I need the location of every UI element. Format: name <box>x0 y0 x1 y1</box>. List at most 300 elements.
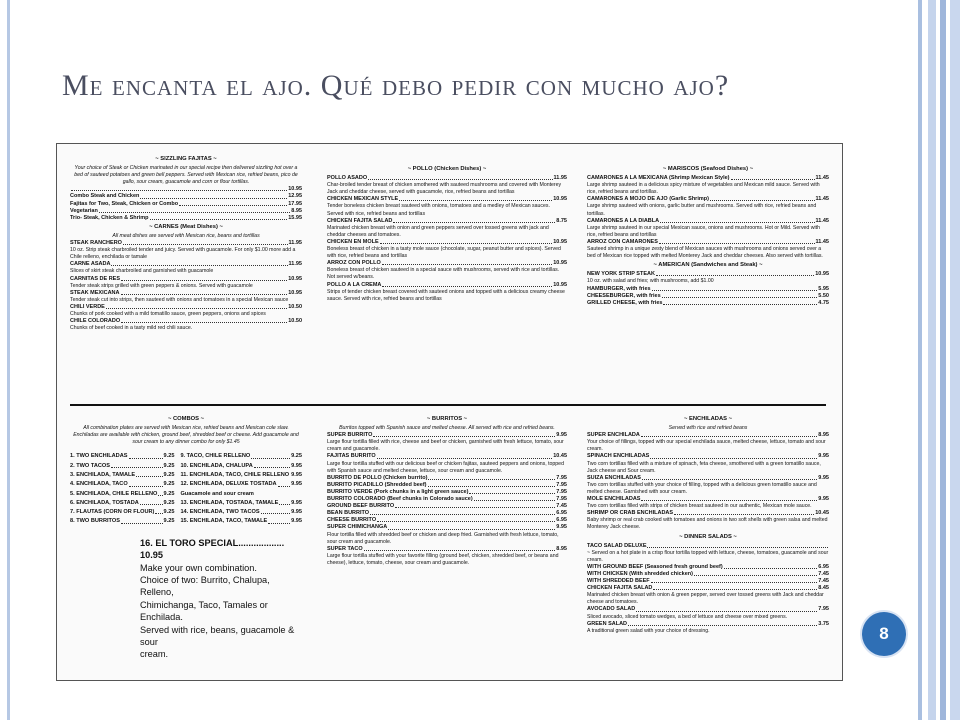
menu-item-price: 10.95 <box>553 238 567 245</box>
menu-item-name: TACO SALAD DELUXE <box>587 542 647 549</box>
dot-leader <box>121 276 287 281</box>
menu-item-description: Boneless breast of chicken sauteed in a special sauce with mushrooms, served with rice and tortillas. Not served w/beans. <box>327 267 560 281</box>
menu-item <box>587 564 829 571</box>
combo-item-price: 9.95 <box>291 471 302 478</box>
combo-item <box>180 452 302 461</box>
menu-item <box>587 239 829 246</box>
dot-leader <box>155 508 162 514</box>
menu-item <box>70 276 302 283</box>
menu-item-price: 10.95 <box>288 275 302 282</box>
menu-item-price: 7.95 <box>556 474 567 481</box>
combo-item <box>180 499 302 508</box>
dot-leader <box>121 318 287 323</box>
section-title: ~ DINNER SALADS ~ <box>679 533 737 540</box>
menu-item-name: Vegetarian <box>70 207 98 214</box>
combo-item <box>70 480 174 489</box>
menu-item-price: 10.95 <box>553 281 567 288</box>
menu-item-description: 10 oz. Strip steak charbroiled tender and juicy. Served with guacamole. For only $1.00 more add a Chile relleno, enchilada or tamale <box>70 247 296 261</box>
section-title: ~ COMBOS ~ <box>167 416 205 422</box>
dot-leader <box>399 196 552 201</box>
menu-item <box>587 475 829 482</box>
menu-item-price: 10.50 <box>288 318 302 325</box>
menu-item <box>327 510 567 517</box>
menu-item-name: HAMBURGER, with fries <box>587 285 651 292</box>
menu-item-price: 3.75 <box>818 620 829 627</box>
menu-item-price: 10.95 <box>553 260 567 267</box>
menu-item <box>70 240 302 247</box>
menu-item-description: Strips of tender chicken breast covered with sauteed onions and topped with a delicious creamy cheese sauce. Served with rice, refried beans and tortillas <box>327 288 565 302</box>
menu-item-description: Slices of skirt steak charbroiled and garnished with guacamole <box>70 268 214 275</box>
menu-item-name: SHRIMP OR CRAB ENCHILADAS <box>587 510 674 517</box>
combo-item-price: 9.25 <box>163 462 175 469</box>
menu-item-price: 5.95 <box>818 285 829 292</box>
menu-item-name: BURRITO COLORADO (Beef chunks in Colorado sauce) <box>327 496 473 503</box>
combo-item <box>70 462 174 471</box>
menu-item-price: 11.95 <box>288 261 302 268</box>
menu-item-name: CAMARONES A MOJO DE AJO (Garlic Shrimp) <box>587 196 709 203</box>
dot-leader <box>636 606 817 611</box>
menu-item-name: MOLE ENCHILADAS <box>587 496 641 503</box>
menu-item-description: A traditional green salad with your choice of dressing. <box>587 627 710 634</box>
menu-item-price: 9.95 <box>556 524 567 531</box>
section-title: ~ ENCHILADAS ~ <box>684 416 732 422</box>
menu-item-price: 6.95 <box>556 517 567 524</box>
dot-leader <box>279 499 290 505</box>
dot-leader <box>373 432 555 437</box>
section-subtitle: Burritos topped with Spanish sauce and melted cheese. All served with rice and refried beans. <box>339 425 555 432</box>
section-title: ~ CARNES (Meat Dishes) ~ <box>149 223 223 230</box>
mariscos-section <box>587 164 829 307</box>
dot-leader <box>659 239 815 244</box>
menu-item <box>587 286 829 293</box>
menu-item-name: BEAN BURRITO <box>327 510 370 517</box>
menu-item-price: 10.45 <box>553 453 567 460</box>
dot-leader <box>99 208 290 213</box>
dot-leader <box>370 510 555 515</box>
menu-item-price: 8.95 <box>818 432 829 439</box>
dot-leader <box>662 293 818 298</box>
menu-item-name: Trio- Steak, Chicken & Shrimp <box>70 214 149 221</box>
combo-item-name: 12. ENCHILADA, DELUXE TOSTADA <box>180 481 277 488</box>
combo-item-name: 9. TACO, CHILE RELLENO <box>180 453 251 460</box>
menu-item <box>587 300 829 307</box>
combo-item <box>70 452 174 461</box>
dot-leader <box>652 286 818 291</box>
menu-item-name: SUPER BURRITO <box>327 432 373 439</box>
special-line: Choice of two: Burrito, Chalupa, Relleno, <box>140 574 270 598</box>
combo-item-name: 5. ENCHILADA, CHILE RELLENO <box>70 490 158 497</box>
dot-leader <box>377 517 555 522</box>
menu-item-description: Two corn tortillas stuffed with your choice of filling, topped with a delicious green tomatillo sauce and melted cheese. Garnished with sour cream. <box>587 481 817 495</box>
section-title: ~ AMERICAN (Sandwiches and Steak) ~ <box>653 262 763 269</box>
menu-item-price: 6.95 <box>556 510 567 517</box>
menu-item-name: CHICKEN EN MOLE <box>327 238 379 245</box>
dot-leader <box>150 215 288 220</box>
menu-item <box>327 546 567 553</box>
section-subtitle: All combination plates are served with Mexican rice, refried beans and Mexican cole slaw. Enchiladas are available with chicken, ground beef, shredded beef or cheese. Add guacamole and sour cream to any dinner combo for only $1.45 <box>73 425 299 446</box>
combo-item <box>180 508 302 517</box>
menu-item-description: Two corn tortillas filled with a mixture of spinach, feta cheese, smothered with a green tomatillo sauce, Jack cheese and Sour cream. <box>587 460 821 474</box>
combo-item <box>180 480 302 489</box>
menu-item-name: CHILE COLORADO <box>70 318 121 325</box>
slide-left-border <box>7 0 10 720</box>
menu-item <box>327 260 567 267</box>
menu-item-description: Your choice of fillings, topped with our special enchilada sauce, melted cheese, lettuce, tomato and sour cream. <box>587 439 826 453</box>
combo-item-price: 9.95 <box>291 462 302 469</box>
section-title: ~ POLLO (Chicken Dishes) ~ <box>407 166 487 172</box>
menu-item-name: SUPER TACO <box>327 545 363 552</box>
menu-item-name: CHILI VERDE <box>70 303 105 310</box>
dot-leader <box>261 508 291 514</box>
special-line: Served with rice, beans, guacamole & sour <box>140 624 295 647</box>
dot-leader <box>653 585 817 590</box>
dot-leader <box>278 480 291 486</box>
menu-item-name: ARROZ CON POLLO <box>327 260 381 267</box>
dot-leader <box>393 218 555 223</box>
combo-item-name: 4. ENCHILADA, TACO <box>70 481 128 488</box>
dot-leader <box>694 571 817 576</box>
combo-item <box>180 517 302 526</box>
combo-item <box>180 490 302 499</box>
menu-item-description: Tender steak strips grilled with green peppers & onions. Served with guacamole <box>70 282 253 289</box>
menu-item-description: Marinated chicken breast with onion and green peppers served over tossed greens with jack and cheddar cheeses and tomatoes. <box>327 224 549 238</box>
pollo-section <box>327 164 567 303</box>
menu-item-name: CHICKEN FAJITA SALAD <box>327 217 393 224</box>
menu-item-price: 12.95 <box>288 193 302 200</box>
menu-item-name: CAMARONES A LA DIABLA <box>587 217 660 224</box>
menu-item-price: 7.95 <box>818 606 829 613</box>
combo-item-name: 6. ENCHILADA, TOSTADA <box>70 499 139 506</box>
menu-item-price: 11.95 <box>288 240 302 247</box>
menu-item-price: 10.95 <box>288 289 302 296</box>
dot-leader <box>647 543 828 548</box>
menu-item <box>587 621 829 628</box>
menu-item-description: Tender steak cut into strips, then sauteed with onions and tomatoes in a special Mexican sauce <box>70 296 289 303</box>
menu-item <box>70 208 302 215</box>
menu-item-price: 10.95 <box>553 196 567 203</box>
menu-item <box>70 193 302 200</box>
combo-item-name: 13. ENCHILADA, TOSTADA, TAMALE <box>180 499 279 506</box>
menu-item <box>327 524 567 531</box>
special-title: 16. EL TORO SPECIAL.................. 10.95 <box>140 537 285 561</box>
menu-item <box>327 517 567 524</box>
menu-item-name: CHICKEN FAJITA SALAD <box>587 585 653 592</box>
combo-item-price: 9.25 <box>163 490 175 497</box>
dot-leader <box>731 175 815 180</box>
menu-item-price: 17.95 <box>288 200 302 207</box>
menu-item-name: GREEN SALAD <box>587 620 628 627</box>
dot-leader <box>382 282 552 287</box>
menu-item <box>587 293 829 300</box>
menu-item-price: 15.95 <box>288 214 302 221</box>
combo-item-name: Guacamole and sour cream <box>180 490 254 497</box>
menu-item-name: FAJITAS BURRITO <box>327 453 376 460</box>
enchiladas-section <box>587 414 829 635</box>
menu-item-price: 7.95 <box>556 481 567 488</box>
dot-leader <box>268 517 290 523</box>
menu-item-name: Combo Steak and Chicken <box>70 193 140 200</box>
combo-item <box>180 471 302 480</box>
combo-item <box>180 462 302 471</box>
menu-item-price: 7.45 <box>556 503 567 510</box>
combo-item-name: 8. TWO BURRITOS <box>70 518 120 525</box>
menu-item <box>587 496 829 503</box>
dot-leader <box>123 240 288 245</box>
menu-item <box>327 489 567 496</box>
combo-item-name: 14. ENCHILADA, TWO TACOS <box>180 509 260 516</box>
menu-item-name: STEAK RANCHERO <box>70 240 122 247</box>
combos-section <box>70 414 302 661</box>
combo-item <box>70 508 174 517</box>
menu-item-price: 11.45 <box>815 175 829 182</box>
menu-item-description: Flour tortilla filled with shredded beef or chicken and deep fried. Garnished with fresh lettuce, tomato, sour cream and guacamole. <box>327 531 559 545</box>
dot-leader <box>642 475 817 480</box>
menu-item <box>587 543 829 550</box>
special-line: cream. <box>140 649 169 660</box>
dot-leader <box>474 496 556 501</box>
dot-leader <box>121 290 288 295</box>
menu-item-name: WITH CHICKEN (With shredded chicken) <box>587 570 693 577</box>
dot-leader <box>111 462 163 468</box>
dot-leader <box>251 452 290 458</box>
menu-item <box>587 571 829 578</box>
special-line: Make your own combination. <box>140 562 257 573</box>
menu-item-description: Marinated chicken breast with onion & green pepper, served over tossed greens with Jack and cheddar cheese and tomatoes. <box>587 592 824 606</box>
menu-item-name: CAMARONES A LA MEXICANA (Shrimp Mexican Style) <box>587 175 730 182</box>
menu-item <box>327 503 567 510</box>
menu-item-description: 10 oz. with salad and fries; with mushrooms, add $1.00 <box>587 278 714 285</box>
menu-item-name: CARNITAS DE RES <box>70 275 121 282</box>
menu-item <box>587 218 829 225</box>
menu-item-price: 11.45 <box>815 217 829 224</box>
combo-item-price: 9.25 <box>163 518 175 525</box>
combo-item-name: 2. TWO TACOS <box>70 462 110 469</box>
menu-item-name: CHEESEBURGER, with fries <box>587 292 661 299</box>
menu-item-price: 8.75 <box>556 217 567 224</box>
menu-item-price: 7.95 <box>556 496 567 503</box>
combo-item <box>70 517 174 526</box>
menu-item-name: WITH GROUND BEEF (Seasoned fresh ground beef) <box>587 563 723 570</box>
dot-leader <box>663 300 817 305</box>
menu-item-price: 7.95 <box>556 488 567 495</box>
dot-leader <box>428 482 556 487</box>
menu-item-price: 10.50 <box>288 303 302 310</box>
slide-right-border <box>918 0 960 720</box>
dot-leader <box>111 261 287 266</box>
combo-item-price: 9.25 <box>163 471 175 478</box>
menu-item <box>327 282 567 289</box>
combo-item-name: 3. ENCHILADA, TAMALE <box>70 471 136 478</box>
page-number-badge: 8 <box>862 612 906 656</box>
dot-leader <box>641 496 817 501</box>
menu-item <box>587 196 829 203</box>
menu-item-name: SPINACH ENCHILADAS <box>587 453 650 460</box>
menu-item-name: SUIZA ENCHILADAS <box>587 474 641 481</box>
menu-item <box>70 201 302 208</box>
combo-item <box>70 471 174 480</box>
combo-item-price: 9.95 <box>291 481 302 488</box>
combo-item-price: 9.25 <box>291 453 302 460</box>
dot-leader <box>382 260 552 265</box>
menu-item-price: 9.95 <box>818 474 829 481</box>
combo-item-name: 10. ENCHILADA, CHALUPA <box>180 462 253 469</box>
combo-item-price: 9.95 <box>291 509 302 516</box>
section-subtitle: Served with rice and refried beans <box>668 425 748 432</box>
menu-item-description: Large flour tortilla stuffed with our delicious beef or chicken fajitas, sauteed peppers and onions, topped with Spanish sauce and melted cheese, lettuce, sour cream and guacamole. <box>327 460 564 474</box>
section-title: ~ MARISCOS (Seafood Dishes) ~ <box>662 166 754 172</box>
combo-item-name: 11. ENCHILADA, TACO, CHILE RELLENO <box>180 471 290 478</box>
menu-item-name: SUPER CHIMICHANGA <box>327 524 388 531</box>
menu-item <box>327 482 567 489</box>
dot-leader <box>129 452 163 458</box>
menu-item <box>587 510 829 517</box>
dot-leader <box>710 196 815 201</box>
menu-item <box>327 475 567 482</box>
menu-item-description: Sauteed shrimp in a unique zesty blend of Mexican sauces with mushrooms and onions served over a bed of Mexican rice topped with melted Monterey Jack and cheddar cheeses. Also served with tortillas. <box>587 246 823 260</box>
dot-leader <box>724 564 818 569</box>
menu-item-name: STEAK MEXICANA <box>70 289 120 296</box>
combo-item-name: 15. ENCHILADA, TACO, TAMALE <box>180 518 268 525</box>
menu-item <box>70 304 302 311</box>
menu-item-description: Baby shrimp or real crab cooked with tomatoes and onions in two soft shells with green salsa and melted Monterey Jack cheese. <box>587 517 828 531</box>
menu-item-description: Boneless breast of chicken in a tasty mole sauce (chocolate, sugar, peanut butter and spices). Served with rice, refried beans and tortillas <box>327 246 561 260</box>
dot-leader <box>428 475 555 480</box>
menu-item-name: POLLO ASADO <box>327 175 368 182</box>
combo-item <box>70 490 174 499</box>
menu-item <box>327 496 567 503</box>
menu-item-name: Fajitas for Two, Steak, Chicken or Combo <box>70 200 179 207</box>
combo-item <box>70 499 174 508</box>
menu-item-name: AVOCADO SALAD <box>587 606 636 613</box>
dot-leader <box>179 201 287 206</box>
menu-item-name: BURRITO PICADILLO (Shredded beef) <box>327 481 427 488</box>
dot-leader <box>380 239 553 244</box>
dot-leader <box>71 186 287 191</box>
dot-leader <box>121 517 163 523</box>
menu-item-price: 10.95 <box>288 186 302 193</box>
menu-image <box>56 143 843 681</box>
combo-item-price: 9.25 <box>163 453 175 460</box>
menu-item-name: CHEESE BURRITO <box>327 517 377 524</box>
menu-item-name: POLLO A LA CREMA <box>327 281 382 288</box>
menu-item-price: 10.95 <box>815 271 829 278</box>
menu-item-name: BURRITO VERDE (Pork chunks in a light green sauce) <box>327 488 469 495</box>
menu-item-price: 7.45 <box>818 578 829 585</box>
menu-item-description: Chunks of pork cooked with a mild tomatillo sauce, green peppers, onions and spices <box>70 310 266 317</box>
dot-leader <box>651 578 818 583</box>
menu-item <box>70 186 302 193</box>
burritos-section <box>327 414 567 567</box>
dot-leader <box>368 175 552 180</box>
menu-item-price: 9.95 <box>818 453 829 460</box>
menu-item <box>70 290 302 297</box>
menu-item-description: Tender boneless chicken breast sauteed with onions, tomatoes and a medley of Mexican sauces. Served with rice, refried beans and tortillas <box>327 203 550 217</box>
menu-item <box>587 453 829 460</box>
fajitas-section <box>70 154 302 332</box>
menu-item <box>70 215 302 222</box>
menu-item-name: GROUND BEEF BURRITO <box>327 503 395 510</box>
dot-leader <box>136 471 162 477</box>
menu-item-price: 8.45 <box>818 585 829 592</box>
menu-item <box>327 175 567 182</box>
menu-item-name: SUPER ENCHILADA <box>587 432 640 439</box>
section-title: ~ SIZZLING FAJITAS ~ <box>155 156 217 162</box>
menu-item-description: Large flour tortilla filled with rice, cheese and beef or chicken, garnished with fresh lettuce, tomato, sour cream and guacamole. <box>327 439 564 453</box>
special-line: Chimichanga, Taco, Tamales or Enchilada. <box>140 599 268 623</box>
menu-item-price: 6.95 <box>818 563 829 570</box>
menu-item-price: 11.95 <box>553 175 567 182</box>
combo-item-name: 1. TWO ENCHILADAS <box>70 453 128 460</box>
menu-item-description: Large shrimp sauteed in a delicious spicy mixture of vegetables and Mexican mild sauce. Served with rice, refried beans and tortillas. <box>587 182 820 196</box>
menu-item-price: 9.95 <box>818 496 829 503</box>
menu-item-price: 5.50 <box>818 292 829 299</box>
dot-leader <box>364 546 556 551</box>
dot-leader <box>140 499 163 505</box>
menu-item <box>587 585 829 592</box>
dot-leader <box>660 218 814 223</box>
dot-leader <box>106 304 287 309</box>
menu-item-price: 9.95 <box>556 432 567 439</box>
menu-item <box>327 432 567 439</box>
menu-item <box>587 175 829 182</box>
menu-item <box>587 271 829 278</box>
slide-title: Me encanta el ajo. Qué debo pedir con mucho ajo? <box>62 69 730 102</box>
menu-item <box>587 578 829 585</box>
el-toro-special <box>140 537 302 661</box>
menu-item-price: 7.45 <box>818 570 829 577</box>
menu-item <box>587 606 829 613</box>
dot-leader <box>129 480 163 486</box>
menu-item <box>327 196 567 203</box>
section-title: ~ BURRITOS ~ <box>426 416 468 422</box>
menu-item-name: WITH SHREDDED BEEF <box>587 578 650 585</box>
dot-leader <box>656 271 814 276</box>
combo-item-price: 9.95 <box>291 518 302 525</box>
dot-leader <box>254 462 290 468</box>
menu-item-name: ARROZ CON CAMARONES <box>587 238 658 245</box>
menu-item <box>587 432 829 439</box>
menu-item <box>70 261 302 268</box>
dot-leader <box>140 193 287 198</box>
menu-item-name: BURRITO DE POLLO (Chicken burrito) <box>327 474 428 481</box>
menu-item-description: Sliced avocado, sliced tomato wedges, a bed of lettuce and cheese over mixed greens. <box>587 613 788 620</box>
dot-leader <box>650 453 817 458</box>
dot-leader <box>674 510 814 515</box>
combo-item-price: 9.25 <box>163 499 175 506</box>
menu-item-price: 4.75 <box>818 299 829 306</box>
combo-list <box>70 452 302 526</box>
menu-item-description: Chunks of beef cooked in a tasty mild red chili sauce. <box>70 325 193 332</box>
menu-item <box>327 453 567 460</box>
menu-item-name: CHICKEN MEXICAN STYLE <box>327 196 399 203</box>
menu-divider <box>70 404 826 406</box>
menu-item-description: Large shrimp sauteed in our special Mexican sauce, onions and mushrooms. Hot or Mild. Served with rice, refried beans and tortillas <box>587 224 820 238</box>
combo-item-price: 9.95 <box>291 499 302 506</box>
combo-item-price: 9.25 <box>163 481 175 488</box>
menu-item-price: 8.95 <box>291 207 302 214</box>
menu-item <box>70 318 302 325</box>
dot-leader <box>377 453 553 458</box>
dot-leader <box>395 503 555 508</box>
dot-leader <box>641 432 817 437</box>
menu-item <box>327 239 567 246</box>
dot-leader <box>469 489 555 494</box>
menu-item-description: Char-broiled tender breast of chicken smothered with sauteed mushrooms and covered with Monterey Jack and cheddar cheese, served with guacamole, rice, refried beans and tortillas <box>327 182 562 196</box>
menu-item-price: 10.45 <box>815 510 829 517</box>
menu-item-name: GRILLED CHEESE, with fries <box>587 299 663 306</box>
menu-item-description: Large shrimp sauteed with onions, garlic butter and mushrooms. Served with rice, refried beans and tortillas. <box>587 203 817 217</box>
combo-item-name: 7. FLAUTAS (CORN OR FLOUR) <box>70 509 155 516</box>
